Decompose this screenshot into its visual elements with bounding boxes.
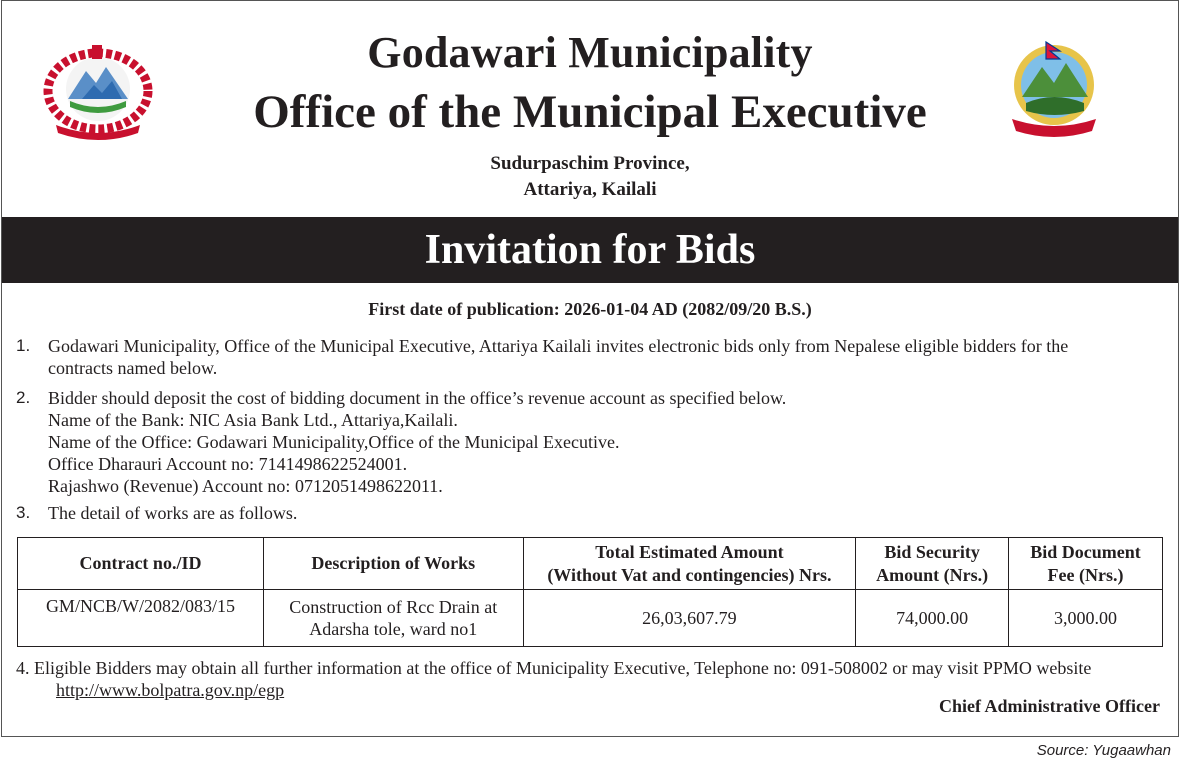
header-bid-security: Bid Security Amount (Nrs.) xyxy=(856,538,1009,590)
cell-document-fee: 3,000.00 xyxy=(1009,590,1163,647)
source-credit: Source: Yugaawhan xyxy=(1036,742,1171,759)
office-title: Office of the Municipal Executive xyxy=(253,86,927,138)
header-document-fee: Bid Document Fee (Nrs.) xyxy=(1009,538,1163,590)
cell-bid-security: 74,000.00 xyxy=(856,590,1009,647)
address-province: Sudurpaschim Province, xyxy=(490,153,690,174)
header-description: Description of Works xyxy=(263,538,523,590)
item-text-line: Bidder should deposit the cost of bidding document in the office’s revenue account as specified below. xyxy=(48,388,787,408)
dharauri-account-line: Office Dharauri Account no: 7141498622524001. xyxy=(48,454,408,474)
cell-contract-no: GM/NCB/W/2082/083/15 xyxy=(18,590,264,647)
table-header-row xyxy=(18,538,1163,590)
item4-text: 4. Eligible Bidders may obtain all further information at the office of Municipality Executive, Telephone no: 091-508002 or may visit PPMO website xyxy=(16,658,1092,678)
signature-title: Chief Administrative Officer xyxy=(939,696,1160,716)
notice-header xyxy=(2,1,1178,217)
works-table xyxy=(17,537,1163,647)
item-text-line: contracts named below. xyxy=(48,358,218,378)
revenue-account-line: Rajashwo (Revenue) Account no: 0712051498622011. xyxy=(48,476,443,496)
table-row xyxy=(18,590,1163,647)
item-text-line: The detail of works are as follows. xyxy=(48,503,298,523)
cell-description: Construction of Rcc Drain at Adarsha tole, ward no1 xyxy=(263,590,523,647)
item-number: 2. xyxy=(16,388,31,407)
ppmo-website-link[interactable]: http://www.bolpatra.gov.np/egp xyxy=(56,680,285,700)
item-number: 1. xyxy=(16,336,31,355)
header-contract-no: Contract no./ID xyxy=(18,538,264,590)
publication-date: First date of publication: 2026-01-04 AD (2082/09/20 B.S.) xyxy=(368,299,812,319)
header-estimated-amount: Total Estimated Amount (Without Vat and contingencies) Nrs. xyxy=(523,538,856,590)
office-name-line: Name of the Office: Godawari Municipality,Office of the Municipal Executive. xyxy=(48,432,620,452)
municipality-title: Godawari Municipality xyxy=(367,28,813,77)
list-item xyxy=(16,657,1164,701)
banner-title: Invitation for Bids xyxy=(2,217,1178,283)
address-city: Attariya, Kailali xyxy=(523,179,657,200)
item-number: 3. xyxy=(16,503,31,522)
cell-estimated-amount: 26,03,607.79 xyxy=(523,590,856,647)
bank-name-line: Name of the Bank: NIC Asia Bank Ltd., Attariya,Kailali. xyxy=(48,410,458,430)
municipality-logo-icon xyxy=(1004,39,1104,139)
notice-frame xyxy=(1,0,1179,737)
item-text-line: Godawari Municipality, Office of the Municipal Executive, Attariya Kailali invites electronic bids only from Nepalese eligible bidders for the xyxy=(48,336,1069,356)
